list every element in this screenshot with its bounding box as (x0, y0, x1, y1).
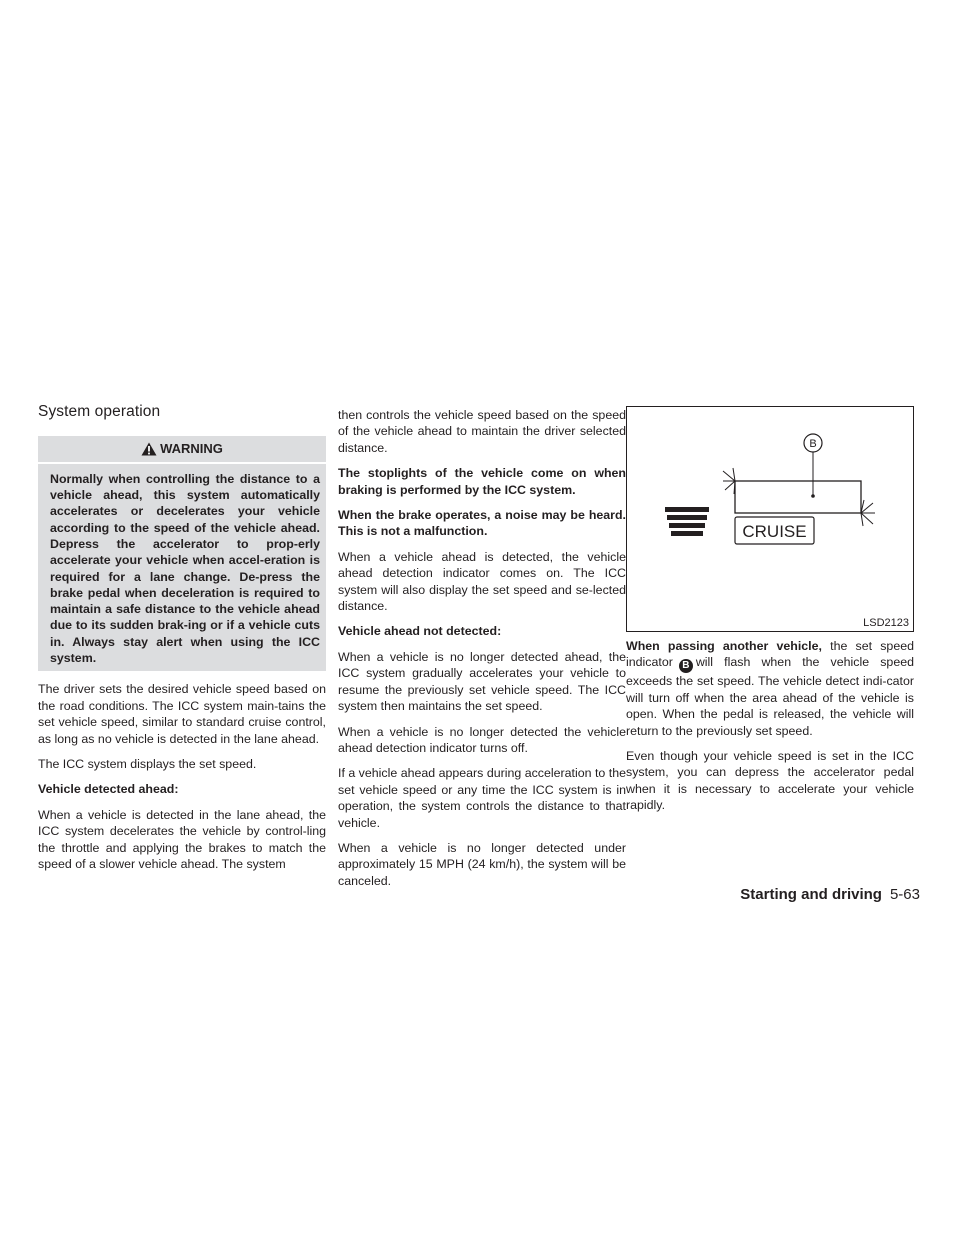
page-number: 5-63 (889, 886, 920, 903)
callout-b-letter: B (809, 438, 817, 450)
cruise-indicator-label: CRUISE (742, 522, 807, 541)
paragraph: When a vehicle ahead is detected, the vehicle ahead detection indicator comes on. The ICC system will also display the set speed and se-lected distance. (338, 549, 626, 614)
paragraph: When a vehicle is no longer detected ahead, the ICC system gradually accelerates your vehicle to resume the previously set vehicle speed. The ICC system then maintains the set speed. (338, 649, 626, 714)
warning-box (38, 436, 326, 671)
vehicle-ahead-detection-icon (665, 507, 709, 536)
passing-text-pre: the set speed indicator (626, 639, 914, 670)
flash-lines-right (861, 500, 875, 526)
warning-triangle-icon (141, 442, 157, 456)
paragraph: Even though your vehicle speed is set in the ICC system, you can depress the accelerator pedal when it is necessary to accelerate your vehicle rapidly. (626, 749, 914, 813)
figure-code: LSD2123 (863, 617, 909, 629)
column-2 (338, 407, 626, 898)
indicator-b-icon: B (679, 659, 693, 673)
warning-text: Normally when controlling the distance to a vehicle ahead, this system automatically accelerates or decelerates your vehicle according to the speed of the vehicle ahead. Depress the accelerator to prop-erly accelerate your vehicle when accel-eration is required for a lane change. De-press the brake pedal when deceleration is required to maintain a safe distance to the vehicle ahead due to its sudden brak-ing or if a vehicle cuts in. Always stay alert when using the ICC system. (50, 471, 320, 666)
warning-label: WARNING (160, 441, 223, 457)
paragraph: When a vehicle is no longer detected under approximately 15 MPH (24 km/h), the system will be canceled. (338, 840, 626, 888)
column-1 (38, 404, 326, 881)
set-speed-indicator-bar (735, 481, 861, 513)
paragraph: If a vehicle ahead appears during acceleration to the set vehicle speed or any time the ICC system is in operation, the system controls the distance to that vehicle. (338, 766, 626, 830)
paragraph: then controls the vehicle speed based on the speed of the vehicle ahead to maintain the driver selected distance. (338, 408, 626, 455)
passing-text-post: will flash when the vehicle speed exceeds the set speed. The vehicle detect indi-cator will turn off when the area ahead of the vehicle is open. When the pedal is released, the vehicle will return to the previously set speed. (626, 655, 914, 738)
paragraph-passing (626, 638, 914, 739)
subheading-vehicle-not-detected: Vehicle ahead not detected: (338, 624, 502, 639)
paragraph: When a vehicle is no longer detected the vehicle ahead detection indicator turns off. (338, 724, 626, 755)
paragraph: The driver sets the desired vehicle speed based on the road conditions. The ICC system main-tains the set vehicle speed, similar to standard cruise control, as long as no vehicle is detected in the lane ahead. (38, 682, 326, 746)
paragraph: The ICC system displays the set speed. (38, 757, 257, 771)
cruise-display-illustration (627, 407, 913, 631)
cruise-display-figure (626, 406, 914, 632)
bold-note-brake-noise: When the brake operates, a noise may be heard. This is not a malfunction. (338, 508, 626, 539)
subheading-vehicle-detected: Vehicle detected ahead: (38, 782, 179, 797)
column-3 (626, 406, 914, 823)
page-footer (740, 886, 920, 903)
paragraph: When a vehicle is detected in the lane ahead, the ICC system decelerates the vehicle by control-ling the throttle and applying the brakes to match the speed of a slower vehicle ahead. The system (38, 807, 326, 872)
chapter-title: Starting and driving (740, 886, 882, 903)
bold-note-stoplights: The stoplights of the vehicle come on when braking is performed by the ICC system. (338, 466, 626, 497)
flash-lines-left (723, 468, 735, 494)
passing-bold-lead: When passing another vehicle, (626, 639, 822, 653)
warning-header (38, 436, 326, 463)
section-title: System operation (38, 403, 161, 420)
